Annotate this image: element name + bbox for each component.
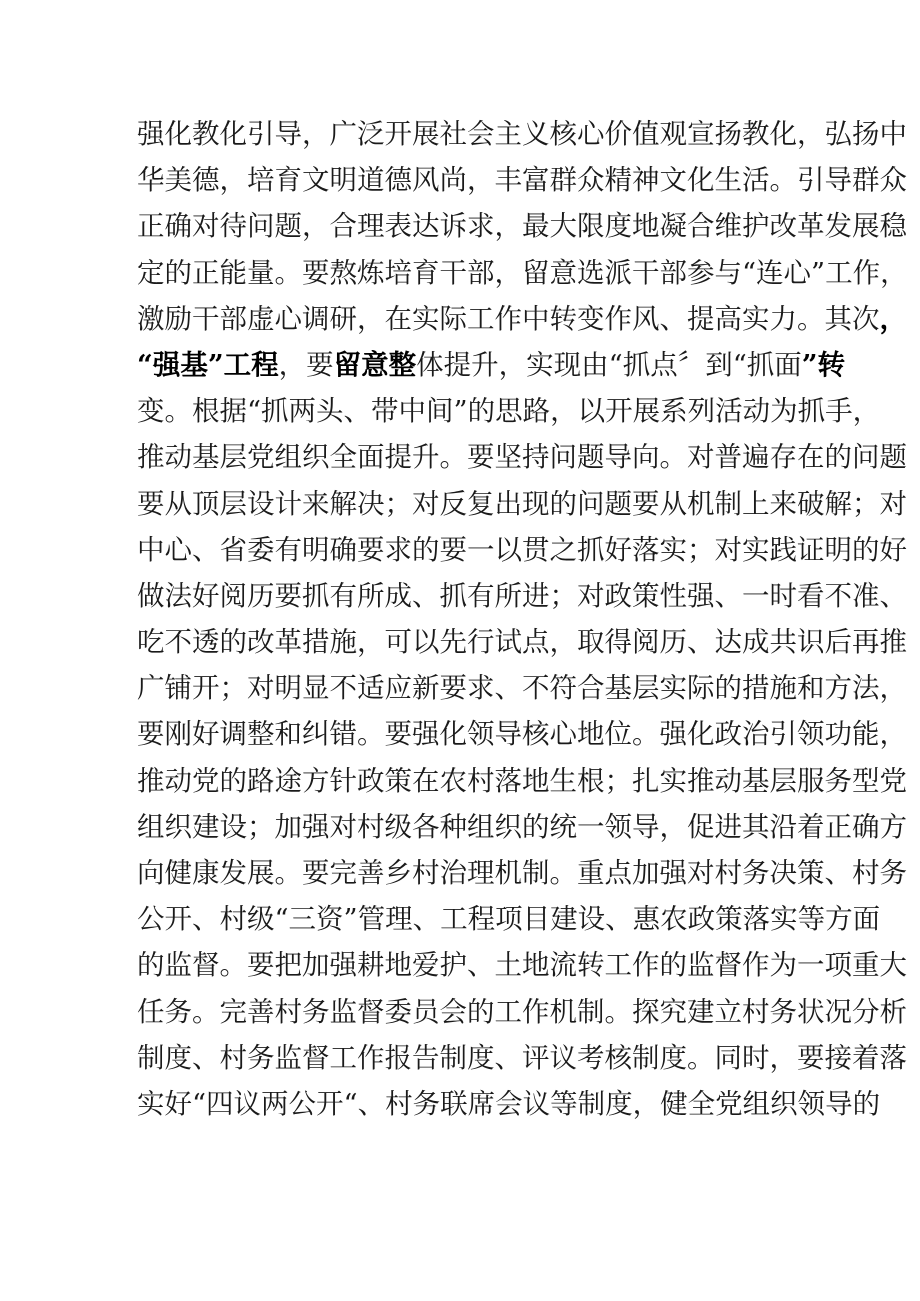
text-line xyxy=(137,573,907,619)
text-line xyxy=(137,250,908,296)
text-segment: 广铺开；对明显不适应新要求、不符合基层实际的措施和方法， xyxy=(137,672,907,705)
text-segment: 吃不透的改革措施，可以先行试点，取得阅历、达成共识后再推 xyxy=(137,626,907,659)
body-paragraph xyxy=(137,111,908,1127)
text-segment: 正确对待问题，合理表达诉求，最大限度地凝合维护改革发展稳 xyxy=(137,210,907,243)
text-line xyxy=(137,896,881,942)
text-line xyxy=(137,342,846,388)
text-line xyxy=(137,942,907,988)
text-segment: ，要 xyxy=(278,348,334,381)
text-line xyxy=(137,1081,881,1127)
text-line xyxy=(137,157,907,203)
text-line xyxy=(137,111,907,157)
text-segment: 组织建设；加强对村级各种组织的统一领导，促进其沿着正确方 xyxy=(137,810,907,843)
text-segment: 推动基层党组织全面提升。要坚持问题导向。对普遍存在的问题 xyxy=(137,441,907,474)
text-line xyxy=(137,527,907,573)
text-line xyxy=(137,850,907,896)
text-line xyxy=(137,758,907,804)
text-line xyxy=(137,711,907,757)
text-segment: 华美德，培育文明道德风尚，丰富群众精神文化生活。引导群众 xyxy=(137,164,907,197)
text-segment: 激励干部虚心调研，在实际工作中转变作风、提高实力。其次 xyxy=(137,302,880,335)
text-segment: 体提升，实现由“抓点〞到“抓面 xyxy=(416,348,802,381)
text-segment: 强化教化引导，广泛开展社会主义核心价值观宣扬教化，弘扬中 xyxy=(137,118,907,150)
text-segment: 中心、省委有明确要求的要一以贯之抓好落实；对实践证明的好 xyxy=(137,533,907,566)
text-line xyxy=(137,665,907,711)
text-segment: 定的正能量。要熬炼培育干部，留意选派干部参与“连心”工作， xyxy=(137,256,908,289)
text-segment: 公开、村级“三资”管理、工程项目建设、惠农政策落实等方面 xyxy=(137,903,881,936)
text-line xyxy=(137,296,907,342)
bold-text-segment: 留意整 xyxy=(333,348,417,381)
text-segment: 变。根据“抓两头、带中间”的思路，以开展系列活动为抓手， xyxy=(137,395,881,428)
text-segment: 实好“四议两公开“、村务联席会议等制度，健全党组织领导的 xyxy=(137,1087,881,1120)
text-line xyxy=(137,1035,907,1081)
text-line xyxy=(137,619,907,665)
text-segment: 任务。完善村务监督委员会的工作机制。探究建立村务状况分析 xyxy=(137,995,907,1028)
text-segment: 做法好阅历要抓有所成、抓有所进；对政策性强、一时看不准、 xyxy=(137,579,907,612)
text-line xyxy=(137,434,907,480)
text-segment: 制度、村务监督工作报告制度、评议考核制度。同时，要接着落 xyxy=(137,1041,907,1074)
text-line xyxy=(137,388,881,434)
text-segment: 的监督。要把加强耕地爱护、土地流转工作的监督作为一项重大 xyxy=(137,949,907,982)
text-segment: 推动党的路途方针政策在农村落地生根；扎实推动基层服务型党 xyxy=(137,764,907,797)
text-line xyxy=(137,804,907,850)
bold-text-segment: “强基”工程 xyxy=(137,348,279,381)
text-line xyxy=(137,989,907,1035)
bold-text-segment: ， xyxy=(879,302,907,335)
text-segment: 要从顶层设计来解决；对反复出现的问题要从机制上来破解；对 xyxy=(137,487,907,520)
text-segment: 向健康发展。要完善乡村治理机制。重点加强对村务决策、村务 xyxy=(137,857,907,889)
text-line xyxy=(137,203,907,249)
text-line xyxy=(137,481,907,527)
text-segment: 要刚好调整和纠错。要强化领导核心地位。强化政治引领功能， xyxy=(137,718,907,751)
bold-text-segment: ”转 xyxy=(801,348,846,381)
